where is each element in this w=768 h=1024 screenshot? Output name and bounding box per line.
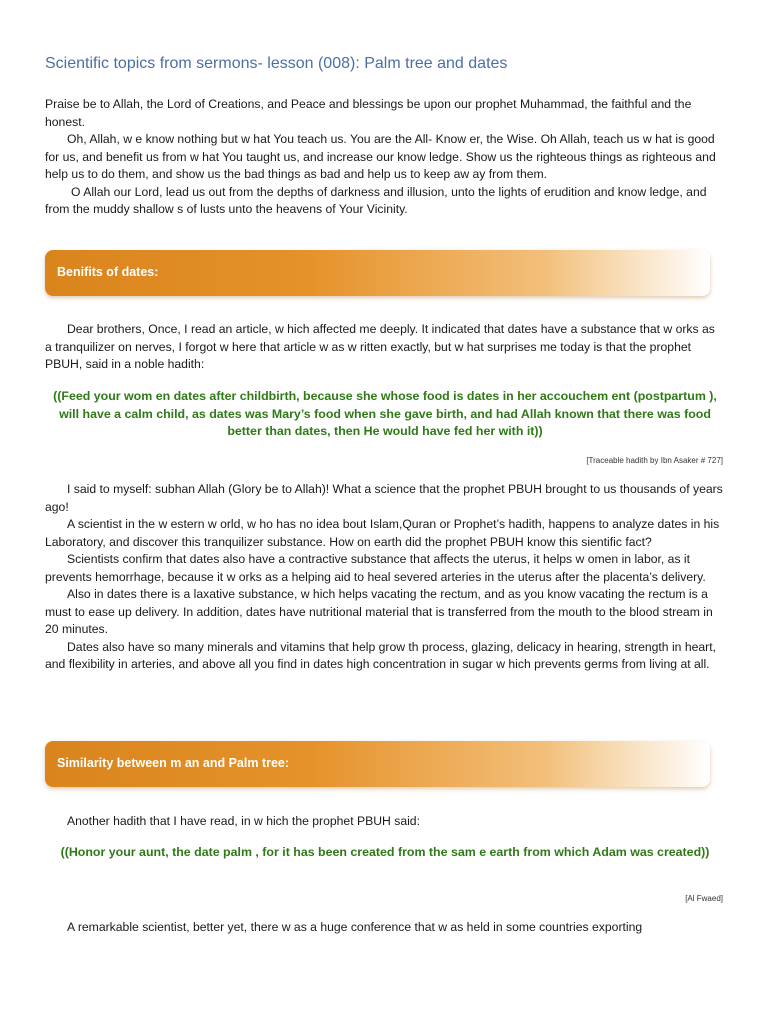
section-banner-benefits: [45, 250, 710, 296]
document-title: Scientific topics from sermons- lesson (008): Palm tree and dates: [45, 55, 508, 72]
tail-paragraph: A remarkable scientist, better yet, there w as a huge conference that w as held in some countries exporting: [67, 920, 643, 934]
similarity-lead-paragraph: Another hadith that I have read, in w hich the prophet PBUH said:: [67, 814, 420, 828]
similarity-body: [45, 919, 725, 937]
intro-paragraph-1: Praise be to Allah, the Lord of Creations, and Peace and blessings be upon our prophet Muhammad, the faithful and the honest.: [45, 97, 692, 129]
hadith-reference-2: [Al Fwaed]: [685, 894, 723, 903]
benefits-body: [45, 481, 725, 674]
similarity-lead: [45, 813, 725, 831]
section-banner-similarity: [45, 741, 710, 787]
hadith-quote-2: ((Honor your aunt, the date palm , for it has been created from the sam e earth from which Adam was created)): [60, 845, 710, 859]
body-paragraph-4: Also in dates there is a laxative substance, w hich helps vacating the rectum, and as you know vacating the rectum is a must to ease up delivery. In addition, dates have nutritional material that is transferred from the mouth to the blood stream in 20 minutes.: [45, 587, 713, 636]
hadith-quote-1: ((Feed your wom en dates after childbirth, because she whose food is dates in her accouchem ent (postpartum ), will have a calm child, as dates was Mary’s food when she gave birth, and had Allah known that there was food better than dates, then He would have fed her with it)): [53, 389, 717, 438]
section-heading-benefits: Benifits of dates:: [57, 265, 159, 279]
body-paragraph-1: I said to myself: subhan Allah (Glory be to Allah)! What a science that the prophet PBUH brought to us thousands of years ago!: [45, 482, 723, 514]
section-heading-similarity: Similarity between m an and Palm tree:: [57, 756, 290, 770]
body-paragraph-5: Dates also have so many minerals and vitamins that help grow th process, glazing, delicacy in hearing, strength in heart, and flexibility in arteries, and above all you find in dates high concentration in sugar w hich prevents germs from living at all.: [45, 639, 716, 671]
hadith-reference-1: [Traceable hadith by Ibn Asaker # 727]: [586, 456, 723, 465]
benefits-lead: [45, 321, 725, 374]
intro-paragraph-2: Oh, Allah, w e know nothing but w hat You teach us. You are the All- Know er, the Wise. Oh Allah, teach us w hat is good for us, and benefit us from w hat You taught us, and increase our know ledge. Show us the righteous things as righteous and help us to do them, and show us the bad things as bad and help us to keep aw ay from them.: [45, 132, 716, 181]
body-paragraph-3: Scientists confirm that dates also have a contractive substance that affects the uterus, it helps w omen in labor, as it prevents hemorrhage, because it w orks as a helping aid to heal severed arteries in the uterus after the placenta’s delivery.: [45, 552, 706, 584]
benefits-lead-paragraph: Dear brothers, Once, I read an article, w hich affected me deeply. It indicated that dates have a substance that w orks as a tranquilizer on nerves, I forgot w here that article w as w ritten exactly, but w hat surprises me today is that the prophet PBUH, said in a noble hadith:: [45, 322, 715, 371]
intro-section: [45, 96, 725, 219]
body-paragraph-2: A scientist in the w estern w orld, w ho has no idea bout Islam,Quran or Prophet’s hadith, happens to analyze dates in his Laboratory, and discover this tranquilizer substance. How on earth did the prophet PBUH know this sientific fact?: [45, 517, 720, 549]
intro-paragraph-3: O Allah our Lord, lead us out from the depths of darkness and illusion, unto the lights of erudition and know ledge, and from the muddy shallow s of lusts unto the heavens of Your Vicinity.: [45, 184, 707, 216]
